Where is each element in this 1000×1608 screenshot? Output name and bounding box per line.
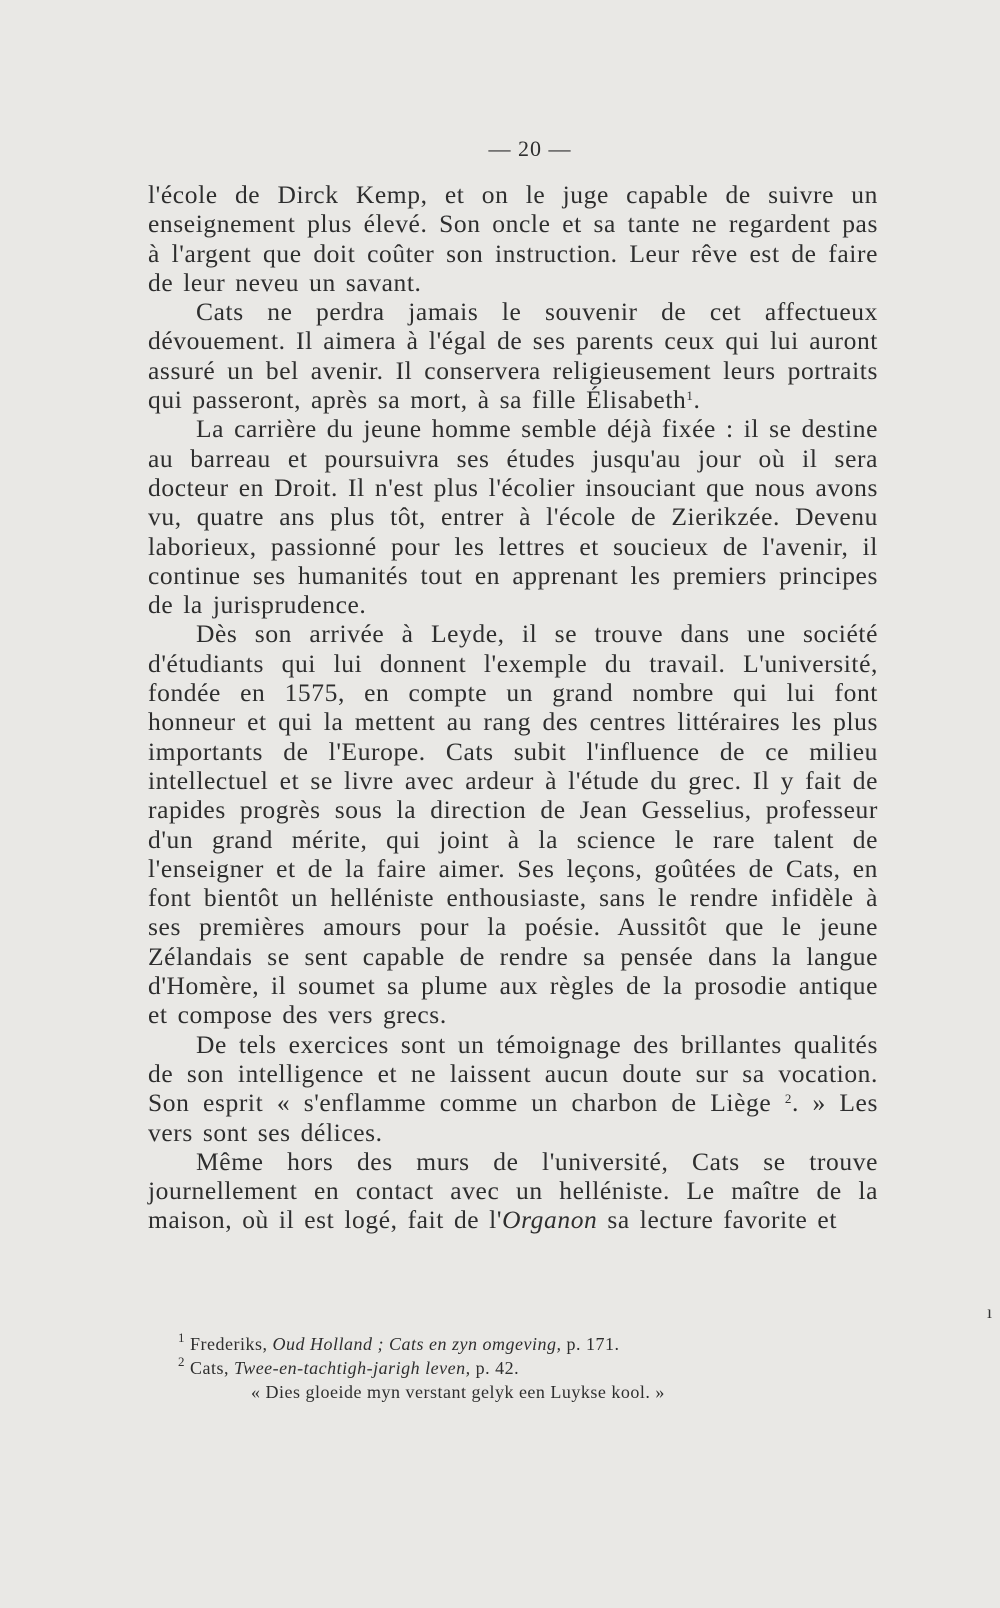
footnote-1-title: Oud Holland ; Cats en zyn omgeving, xyxy=(272,1334,562,1354)
footnote-2-title: Twee-en-tachtigh-jarigh leven, xyxy=(234,1358,471,1378)
paragraph-5-tail: Les vers sont ses délices. xyxy=(148,1088,878,1147)
footnote-1 xyxy=(178,1332,878,1356)
paragraph-2-text: Cats ne perdra jamais le souvenir de cet affectueux dévouement. Il aimera à l'égal de ses parents ceux qui lui auront assuré un bel avenir. Il conservera religieusement leurs portraits qui passeront, après sa mort, à sa fille Élisabeth xyxy=(148,297,878,415)
footnote-1-page: p. 171. xyxy=(566,1334,620,1354)
paragraph-4: Dès son arrivée à Leyde, il se trouve dans une société d'étudiants qui lui donnent l'exemple du travail. L'université, fondée en 1575, en compte un grand nombre qui lui font honneur et qui la mettent au rang des centres littéraires les plus importants de l'Europe. Cats subit l'influence de ce milieu intellectuel et se livre avec ardeur à l'étude du grec. Il y fait de rapides progrès sous la direction de Jean Gesselius, professeur d'un grand mérite, qui joint à la science le rare talent de l'enseigner et de la faire aimer. Ses leçons, goûtées de Cats, en font bientôt un helléniste enthousiaste, sans le rendre infidèle à ses premières amours pour la poésie. Aussitôt que le jeune Zélandais se sent capable de rendre sa pensée dans la langue d'Homère, il soumet sa plume aux règles de la prosodie antique et compose des vers grecs. xyxy=(148,619,878,1030)
paragraph-6-text: Même hors des murs de l'université, Cats se trouve journellement en contact avec un helléniste. Le maître de la maison, où il est logé, fait de l' xyxy=(148,1146,878,1235)
paragraph-1: l'école de Dirck Kemp, et on le juge capable de suivre un enseignement plus élevé. Son oncle et sa tante ne regardent pas à l'argent que doit coûter son instruction. Leur rêve est de faire de leur neveu un savant. xyxy=(148,180,878,297)
footnote-1-author: Frederiks, xyxy=(190,1334,268,1354)
footnote-2-mark: 2 xyxy=(178,1354,185,1369)
paragraph-3: La carrière du jeune homme semble déjà fixée : il se destine au barreau et poursuivra ses études jusqu'au jour où il sera docteur en Droit. Il n'est plus l'écolier insouciant que nous avons vu, quatre ans plus tôt, entrer à l'école de Zierikzée. Devenu laborieux, passionné pour les lettres et soucieux de l'avenir, il continue ses humanités tout en apprenant les premiers principes de la jurisprudence. xyxy=(148,414,878,620)
paragraph-5 xyxy=(148,1030,878,1147)
paragraph-6 xyxy=(148,1147,878,1235)
paragraph-5-close: . » xyxy=(791,1088,826,1118)
footnote-2-author: Cats, xyxy=(190,1358,230,1378)
page-number: — 20 — xyxy=(488,136,572,161)
footnote-ref-2[interactable]: 2 xyxy=(784,1091,792,1107)
paragraph-2 xyxy=(148,297,878,414)
margin-speck: ı xyxy=(986,1302,992,1322)
paragraph-6-tail: sa lecture favorite et xyxy=(607,1205,838,1235)
body-text xyxy=(148,180,878,1235)
footnote-2-page: p. 42. xyxy=(475,1358,520,1378)
paragraph-5-text: De tels exercices sont un témoignage des brillantes qualités de son intelligence et ne laissent aucun doute sur sa vocation. Son esprit « s'enflamme comme un charbon de Liège xyxy=(148,1029,878,1118)
organon-title: Organon xyxy=(502,1205,598,1235)
footnote-ref-1[interactable]: 1 xyxy=(686,388,694,404)
footnote-1-mark: 1 xyxy=(178,1330,185,1345)
paragraph-2-end: . xyxy=(693,385,701,415)
footnote-2-quote: « Dies gloeide myn verstant gelyk een Luykse kool. » xyxy=(251,1382,665,1402)
footnote-2 xyxy=(178,1356,878,1380)
footnotes xyxy=(178,1332,878,1404)
